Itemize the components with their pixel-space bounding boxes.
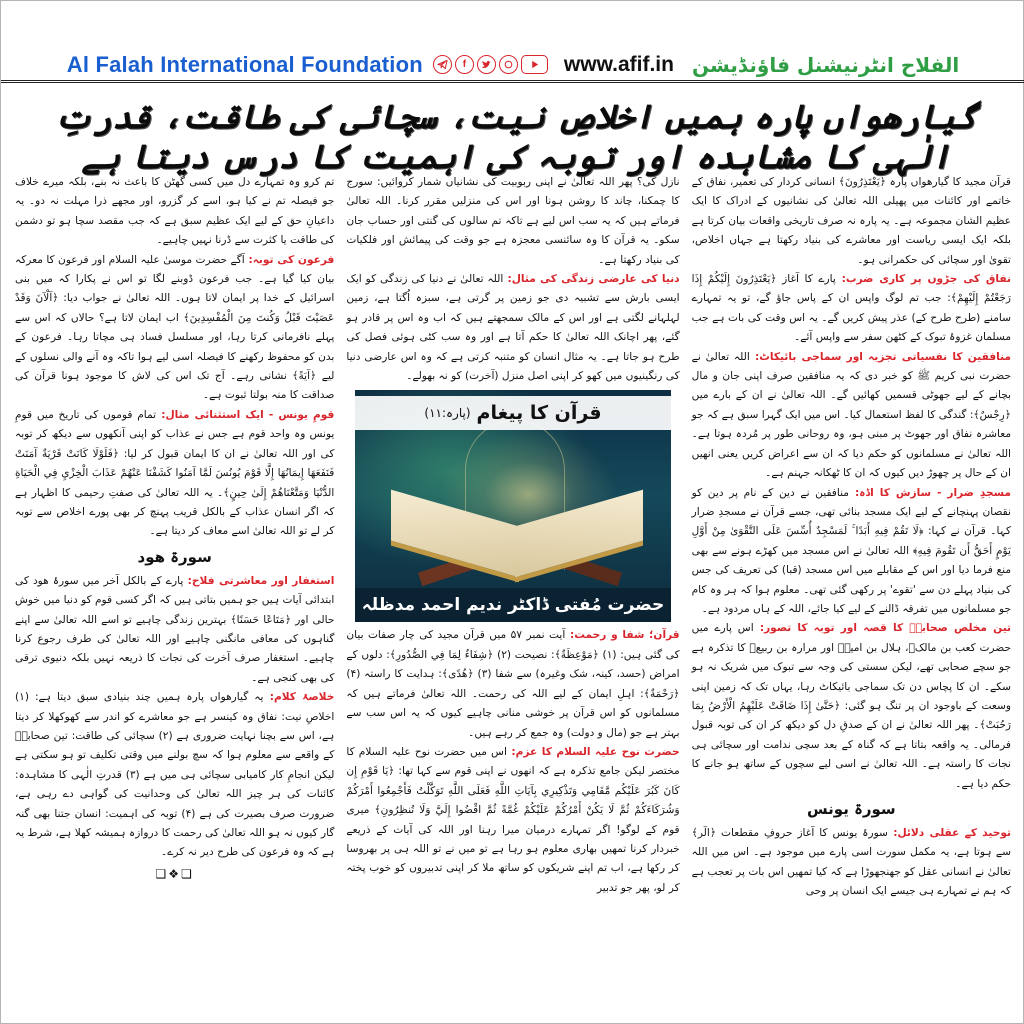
body-text: سے ہوتا ہے، یہ مکمل سورت اسی پارے میں موجود ہے۔ اس میں اللہ تعالیٰ نے انسانی عقل کو جھنجھوڑا ہے کہ کیا تمھیں اس بات پر تعجب ہے کہ ہم نے تمہارے ہی جیسے ایک انسان پر وحی xyxy=(691,846,1011,898)
end-mark-icon: ❑❖❑ xyxy=(155,866,194,881)
social-links xyxy=(433,55,548,74)
article-paragraph xyxy=(692,484,1011,620)
subheading: مسجدِ ضرار - سازش کا اڈہ: xyxy=(848,486,1011,499)
body-text: انسانی کردار کی تعمیر، نفاق کے خاتمے اور کائنات میں پھیلی اللہ تعالیٰ کی نشانیوں کے ادراک کا ایک عظیم الشان مجموعہ ہے۔ یہ پارہ نہ صرف تاریخی واقعات بیان کرتا ہے بلکہ ایک ایسی ریاست اور معاشرے کی بنیاد رکھتا ہے جہاں اخلاص، تقویٰ اور سچائی کی حکمرانی ہو۔ xyxy=(691,176,1011,266)
column-middle xyxy=(346,173,679,973)
body-text: : دلوں کے امراض (حسد، کینہ، شک وغیرہ) سے شفا (۳) xyxy=(346,648,680,681)
article-paragraph xyxy=(346,743,679,898)
image-title: قرآن کا پیغام xyxy=(476,401,602,424)
quran-verse: ﴿شِفَاءٌ لِمَا فِي الصُّدُورِ﴾ xyxy=(389,648,494,661)
brand-name-urdu: الفلاح انٹرنیشنل فاؤنڈیشن xyxy=(691,52,960,77)
quran-verse: ﴿رِجْسٌ﴾ xyxy=(973,408,1011,421)
body-text: : ہدایت کا راستہ (۴) xyxy=(346,668,442,681)
article-paragraph xyxy=(346,173,679,270)
article-paragraph xyxy=(346,270,679,386)
article-paragraph xyxy=(15,173,334,251)
body-text: تمام قوموں کی تاریخ میں قومِ یونس وہ واحد قوم ہے جس نے عذاب کو اپنی آنکھوں سے دیکھ کر توبہ کی اور اللہ تعالیٰ نے ان کا ایمان قبول کر لیا: xyxy=(15,408,335,460)
quran-verse: ﴿لَا تَقُمْ فِيهِ أَبَدًا ۚ لَمَسْجِدٌ أُسِّسَ عَلَى التَّقْوَىٰ مِنْ أَوَّلِ يَوْمٍ أَحَقُّ أَن تَقُومَ فِيهِ﴾ xyxy=(691,525,1011,557)
surah-heading: سورۃ ھود xyxy=(137,547,212,566)
article-columns xyxy=(15,173,1011,973)
featured-image xyxy=(355,390,671,622)
column-left xyxy=(15,173,334,973)
column-middle-top xyxy=(346,173,679,386)
article-paragraph xyxy=(692,824,1011,902)
article-headline: گیارھواں پارہ ہمیں اخلاصِ نیت، سچائی کی طاقت، قدرتِ الٰہی کا مشاہدہ اور توبہ کی اہمیت کا درس دیتا ہے xyxy=(54,97,978,176)
article-paragraph xyxy=(692,619,1011,794)
column-right xyxy=(692,173,1011,973)
quran-verse: ﴿فَلَوْلَا كَانَتْ قَرْيَةٌ آمَنَتْ فَنَفَعَهَا إِيمَانُهَا إِلَّا قَوْمَ يُونُسَ لَمَّا آمَنُوا كَشَفْنَا عَنْهُمْ عَذَابَ الْخِزْيِ فِي الْحَيَاةِ الدُّنْيَا وَمَتَّعْنَاهُمْ إِلَىٰ حِينٍ﴾ xyxy=(15,447,335,499)
subheading: تین مخلص صحابہؓ کا قصہ اور توبہ کا تصور: xyxy=(753,622,1011,635)
quran-verse: ﴿آيَةً﴾ xyxy=(292,370,317,383)
subheading: استغفار اور معاشرتی فلاح: xyxy=(183,574,335,587)
article-paragraph xyxy=(692,173,1011,270)
article-paragraph xyxy=(15,251,334,406)
quran-verse: ﴿مَتَاعًا حَسَنًا﴾ xyxy=(230,613,292,626)
body-text: : اہلِ ایمان کے لیے اللہ کی رحمت۔ اللہ تعالیٰ فرماتے ہیں کہ مسلمانوں کو اس قرآن پر خوشی منانی چاہیے کیوں کہ یہ اس سب سے بہتر ہے جو (مال و دولت) وہ جمع کر رہے ہیں۔ xyxy=(346,687,680,739)
quran-verse: ﴿يَعْتَذِرُونَ إِلَيْكُمْ إِذَا رَجَعْتُمْ إِلَيْهِمْ﴾ xyxy=(691,273,1011,305)
body-text: منافقین نے دین کے نام پر دین کو نقصان پہنچانے کے لیے ایک مسجد بنائی تھی، جسے قرآن نے مسجدِ ضرار کہا۔ قرآن نے کہا: xyxy=(691,486,1011,538)
body-text: اللہ تعالیٰ نے دنیا کی زندگی کو ایک ایسی بارش سے تشبیہ دی جو زمین پر گرتی ہے، سبزہ اُگتا ہے، زمین لہلہانے لگتی ہے اور اس کے مالک سمجھتے ہیں کہ اب وہ اس پر قادر ہو گئے، پھر اچانک اللہ تعالیٰ کا حکم آتا ہے اور وہ سب کٹی ہوئی فصل کی طرح ہو جاتا ہے۔ یہ مثال انسان کو متنبہ کرتی ہے کہ وہ اس عارضی دنیا کی رنگینیوں میں کھو کر اپنی اصل منزل (آخرت) کو نہ بھولے۔ xyxy=(346,273,680,383)
subheading: منافقین کا نفسیاتی تجزیہ اور سماجی بائیکاٹ: xyxy=(749,350,1011,363)
body-text: آیت نمبر ۵۷ میں قرآن مجید کی چار صفات بیان کی گئی ہیں: (۱) xyxy=(346,629,680,661)
twitter-icon[interactable] xyxy=(477,55,496,74)
article-paragraph xyxy=(692,270,1011,348)
image-title-band xyxy=(355,396,671,430)
quran-verse: ﴿يَا قَوْمِ إِن كَانَ كَبُرَ عَلَيْكُم مَّقَامِي وَتَذْكِيرِي بِآيَاتِ اللَّهِ فَعَلَى اللَّهِ تَوَكَّلْتُ فَأَجْمِعُوا أَمْرَكُمْ وَشُرَكَاءَكُمْ ثُمَّ لَا يَكُنْ أَمْرُكُمْ عَلَيْكُمْ غُمَّةً ثُمَّ اقْضُوا إِلَيَّ وَلَا تُنظِرُونِ﴾ xyxy=(346,765,680,817)
body-text: اب ایمان لاتا ہے؟ حالاں کہ اس سے پہلے نافرمانی کرتا رہا، اور مسلسل فساد ہی مچاتا رہا۔ فرعون کے بدن کو محفوظ رکھنے کا فیصلہ اسی لیے ہوا تاکہ وہ آنے والی نسلوں کے لیے xyxy=(15,311,335,383)
instagram-icon[interactable] xyxy=(499,55,518,74)
column-middle-bottom xyxy=(346,626,679,898)
quran-verse: ﴿رَحْمَةٌ﴾ xyxy=(643,687,680,700)
subheading: فرعون کی توبہ: xyxy=(244,253,335,266)
quran-verse: ﴿هُدًى﴾ xyxy=(441,668,474,681)
body-text: میری قوم کے لوگو! اگر تمہارے درمیان میرا رہنا اور اللہ کی آیات کے ذریعے خبردار کرنا تمھیں بھاری معلوم ہو رہا ہے تو میں نے تو اللہ ہی پر بھروسا کر رکھا ہے، اب تم اپنے شریکوں کو ساتھ ملا کر اپنی تدبیروں کو خوب پختہ کر لو، پھر جو تدبیر xyxy=(346,804,680,894)
body-text: نشانی رہے۔ آج تک اس کی لاش کا موجود ہونا قرآن کی صداقت کا منہ بولتا ثبوت ہے۔ xyxy=(15,370,335,402)
article-paragraph xyxy=(15,406,334,542)
body-text: قرآن مجید کا گیارھواں پارہ xyxy=(885,176,1011,188)
subheading: نفاق کی جڑوں پر کاری ضرب: xyxy=(835,273,1011,286)
body-text: اس میں حضرت نوح علیہ السلام کا مختصر لیکن جامع تذکرہ ہے کہ انھوں نے اپنی قوم سے کہا تھا: xyxy=(346,745,680,778)
youtube-icon[interactable] xyxy=(521,55,548,74)
body-text: پارے کے بالکل آخر میں سورۂ ھود کی ابتدائی آیات ہیں جو ہمیں بتاتی ہیں کہ اگر کسی قوم کو دنیا میں خوش حالی اور xyxy=(15,574,335,626)
body-text: اللہ تعالیٰ نے حضرت نبی کریم ﷺ کو خبر دی کہ یہ منافقین صرف اپنی جان و مال بچانے کے لیے جھوٹی قسمیں کھائیں گے۔ اللہ تعالیٰ نے ان کے بارے میں xyxy=(691,350,1011,402)
body-text: : گندگی کا لفظ استعمال کیا۔ اس میں ایک گہرا سبق ہے کہ جو معاشرہ نفاق اور جھوٹ پر مبنی ہو، وہ روحانی طور پر مُردہ ہوتا ہے۔ اللہ تعالیٰ نے مسلمانوں کو حکم دیا کہ ان سے اعراض کریں یعنی انھیں ان کے حال پر چھوڑ دیں کیوں کہ ان کا ٹھکانہ جہنم ہے۔ xyxy=(691,408,1011,480)
body-text: نازل کی؟ پھر اللہ تعالیٰ نے اپنی ربوبیت کی نشانیاں شمار کروائیں: سورج کا چمکنا، چاند کا روشن ہونا اور اس کی منزلیں مقرر کرنا۔ اللہ تعالیٰ فرماتے ہیں کہ یہ سب اس لیے ہے تاکہ تم سالوں کی گنتی اور حساب جان سکو۔ یہ قرآن کا وہ سائنسی معجزہ ہے جو وقت کی پیمائش اور فلکیات کی بنیاد رکھتا ہے۔ xyxy=(346,176,680,266)
quran-verse: ﴿الٓر﴾ xyxy=(691,827,717,839)
body-text: آگے حضرت موسیٰ علیہ السلام اور فرعون کا معرکہ بیان کیا گیا ہے۔ جب فرعون ڈوبنے لگا تو اس نے پکارا کہ میں بنی اسرائیل کے خدا پر ایمان لاتا ہوں۔ اللہ تعالیٰ نے جواب دیا: xyxy=(15,253,335,305)
article-paragraph xyxy=(692,348,1011,484)
subheading: قرآن؛ شفا و رحمت: xyxy=(565,629,680,642)
article-paragraph xyxy=(346,626,679,742)
surah-heading: سورۃ یونس xyxy=(806,800,896,818)
brand-name-english: Al Falah International Foundation xyxy=(66,51,423,77)
quran-verse: ﴿مَوْعِظَةٌ﴾ xyxy=(554,648,599,661)
website-link[interactable]: www.afif.in xyxy=(563,52,674,76)
image-title-para: (پارہ:۱۱) xyxy=(424,405,471,420)
body-text: اس پارے میں حضرت کعب بن مالکؓ، ہلال بن امیہؓ اور مرارہ بن ربیعؓ کا تذکرہ ہے جو سچے صحابی تھے، لیکن سستی کی وجہ سے تبوک میں شریک نہ ہو سکے۔ ان کا پچاس دن تک سماجی بائیکاٹ رہا، یہاں تک کہ زمین اپنی وسعت کے باوجود ان پر تنگ ہو گئی: xyxy=(691,622,1011,712)
article-paragraph xyxy=(15,572,334,688)
quran-verse: ﴿حَتَّىٰ إِذَا ضَاقَتْ عَلَيْهِمُ الْأَرْضُ بِمَا رَحُبَتْ﴾ xyxy=(691,699,1011,732)
subheading: خلاصۂ کلام: xyxy=(263,691,335,704)
telegram-icon[interactable] xyxy=(433,55,452,74)
subheading: دنیا کی عارضی زندگی کی مثال: xyxy=(503,273,680,286)
body-text: اللہ تعالیٰ نے اس مسجد میں کھڑے ہونے سے بھی منع فرما دیا اور اس کے مقابلے میں اس مسجد (قبا) کی تعریف کی جس کی بنیاد پہلے دن سے 'تقوے' پر رکھی گئی تھی۔ معلوم ہوا کہ ہر وہ کام جو مسلمانوں میں تفرقہ ڈالنے کے لیے کیا جائے، اللہ کے ہاں مردود ہے۔ xyxy=(691,544,1011,615)
image-author: حضرت مُفتی ڈاکٹر ندیم احمد مدظلہ xyxy=(355,588,671,622)
body-text: تم کرو وہ تمہارے دل میں کسی گھٹن کا باعث نہ بنے، بلکہ میرے خلاف جو فیصلہ تم نے کیا ہو، اسے کر گزرو، اور مجھے ذرا مہلت نہ دو۔ یہ داعیانِ حق کے لیے ایک عظیم سبق ہے کہ جب مقصد سچا ہو تو دشمن کی طاقت یا کثرت سے ڈرنا نہیں چاہیے۔ xyxy=(15,176,335,247)
body-text: ۔ یہ اللہ تعالیٰ کی صفتِ رحیمی کا اظہار ہے کہ اگر انسان عذاب کے بالکل قریب پہنچ کر بھی پورے اخلاص سے توبہ کر لے تو اللہ تعالیٰ اسے معاف کر دیتا ہے۔ xyxy=(15,486,335,538)
body-text: ۔ پھر اللہ تعالیٰ نے ان کے صدقِ دل کو دیکھ کر ان کی توبہ قبول فرمالی۔ یہ واقعہ بتاتا ہے کہ گناہ کے بعد سچی ندامت اور سچائی ہی نجات کا راستہ ہے۔ اللہ تعالیٰ نے اسی لیے سچوں کے ساتھ ہو جانے کا حکم دیا ہے۔ xyxy=(691,719,1011,790)
quran-verse: ﴿آلْآنَ وَقَدْ عَصَيْتَ قَبْلُ وَكُنتَ مِنَ الْمُفْسِدِينَ﴾ xyxy=(15,292,335,324)
subheading: حضرت نوح علیہ السلام کا عزم: xyxy=(506,745,680,758)
subheading: قومِ یونس - ایک استثنائی مثال: xyxy=(156,408,335,421)
masthead xyxy=(1,49,1024,83)
body-text: سورۂ یونس کا آغاز حروفِ مقطعات xyxy=(716,827,888,839)
body-text: یہ گیارھواں پارہ ہمیں چند بنیادی سبق دیتا ہے: (۱) اخلاصِ نیت: نفاق وہ کینسر ہے جو معاشرے کو اندر سے کھوکھلا کر دیتا ہے، اس سے بچنا نہایت ضروری ہے (۲) سچائی کی طاقت: تین صحابہؓ کے واقعے سے معلوم ہوا کہ سچ بولنے میں وقتی تکلیف تو ہو سکتی ہے لیکن انجامِ کار کامیابی سچائی ہی میں ہے (۳) قدرتِ الٰہی کا مشاہدہ: کائنات کی ہر چیز اللہ تعالیٰ کی وحدانیت کی گواہی دے رہی ہے، ضرورت صرف بصیرت کی ہے (۴) توبہ کی اہمیت: انسان جتنا بھی گنہ گار کیوں نہ ہو اللہ تعالیٰ کی رحمت کا دروازہ ہمیشہ کھلا ہے، شرط یہ ہے کہ وہ فرعون کی طرح دیر نہ کرے۔ xyxy=(15,691,335,859)
body-text: : نصیحت (۲) xyxy=(493,648,555,661)
body-text: پارے کا آغاز xyxy=(776,273,836,286)
facebook-icon[interactable]: f xyxy=(455,55,474,74)
quran-verse: ﴿يَعْتَذِرُونَ﴾ xyxy=(838,176,886,188)
article-paragraph xyxy=(15,688,334,863)
body-text: بہترین زندگی چاہیے تو اسے اللہ تعالیٰ سے اپنے گناہوں کی معافی مانگنی چاہیے اور اللہ تعالیٰ کی طرف رجوع کرنا چاہیے۔ استغفار صرف آخرت کی نجات کا ذریعہ نہیں بلکہ دنیوی ترقی کی بھی کنجی ہے۔ xyxy=(15,613,335,684)
subheading: توحید کے عقلی دلائل: xyxy=(887,827,1011,839)
body-text: : جب تم لوگ واپس ان کے پاس جاؤ گے، تو یہ تمہارے سامنے (طرح طرح کے) عذر پیش کریں گے۔ یہ اس وقت کی بات ہے جب مسلمان غزوۂ تبوک کے کٹھن سفر سے واپس آئے۔ xyxy=(691,292,1011,344)
